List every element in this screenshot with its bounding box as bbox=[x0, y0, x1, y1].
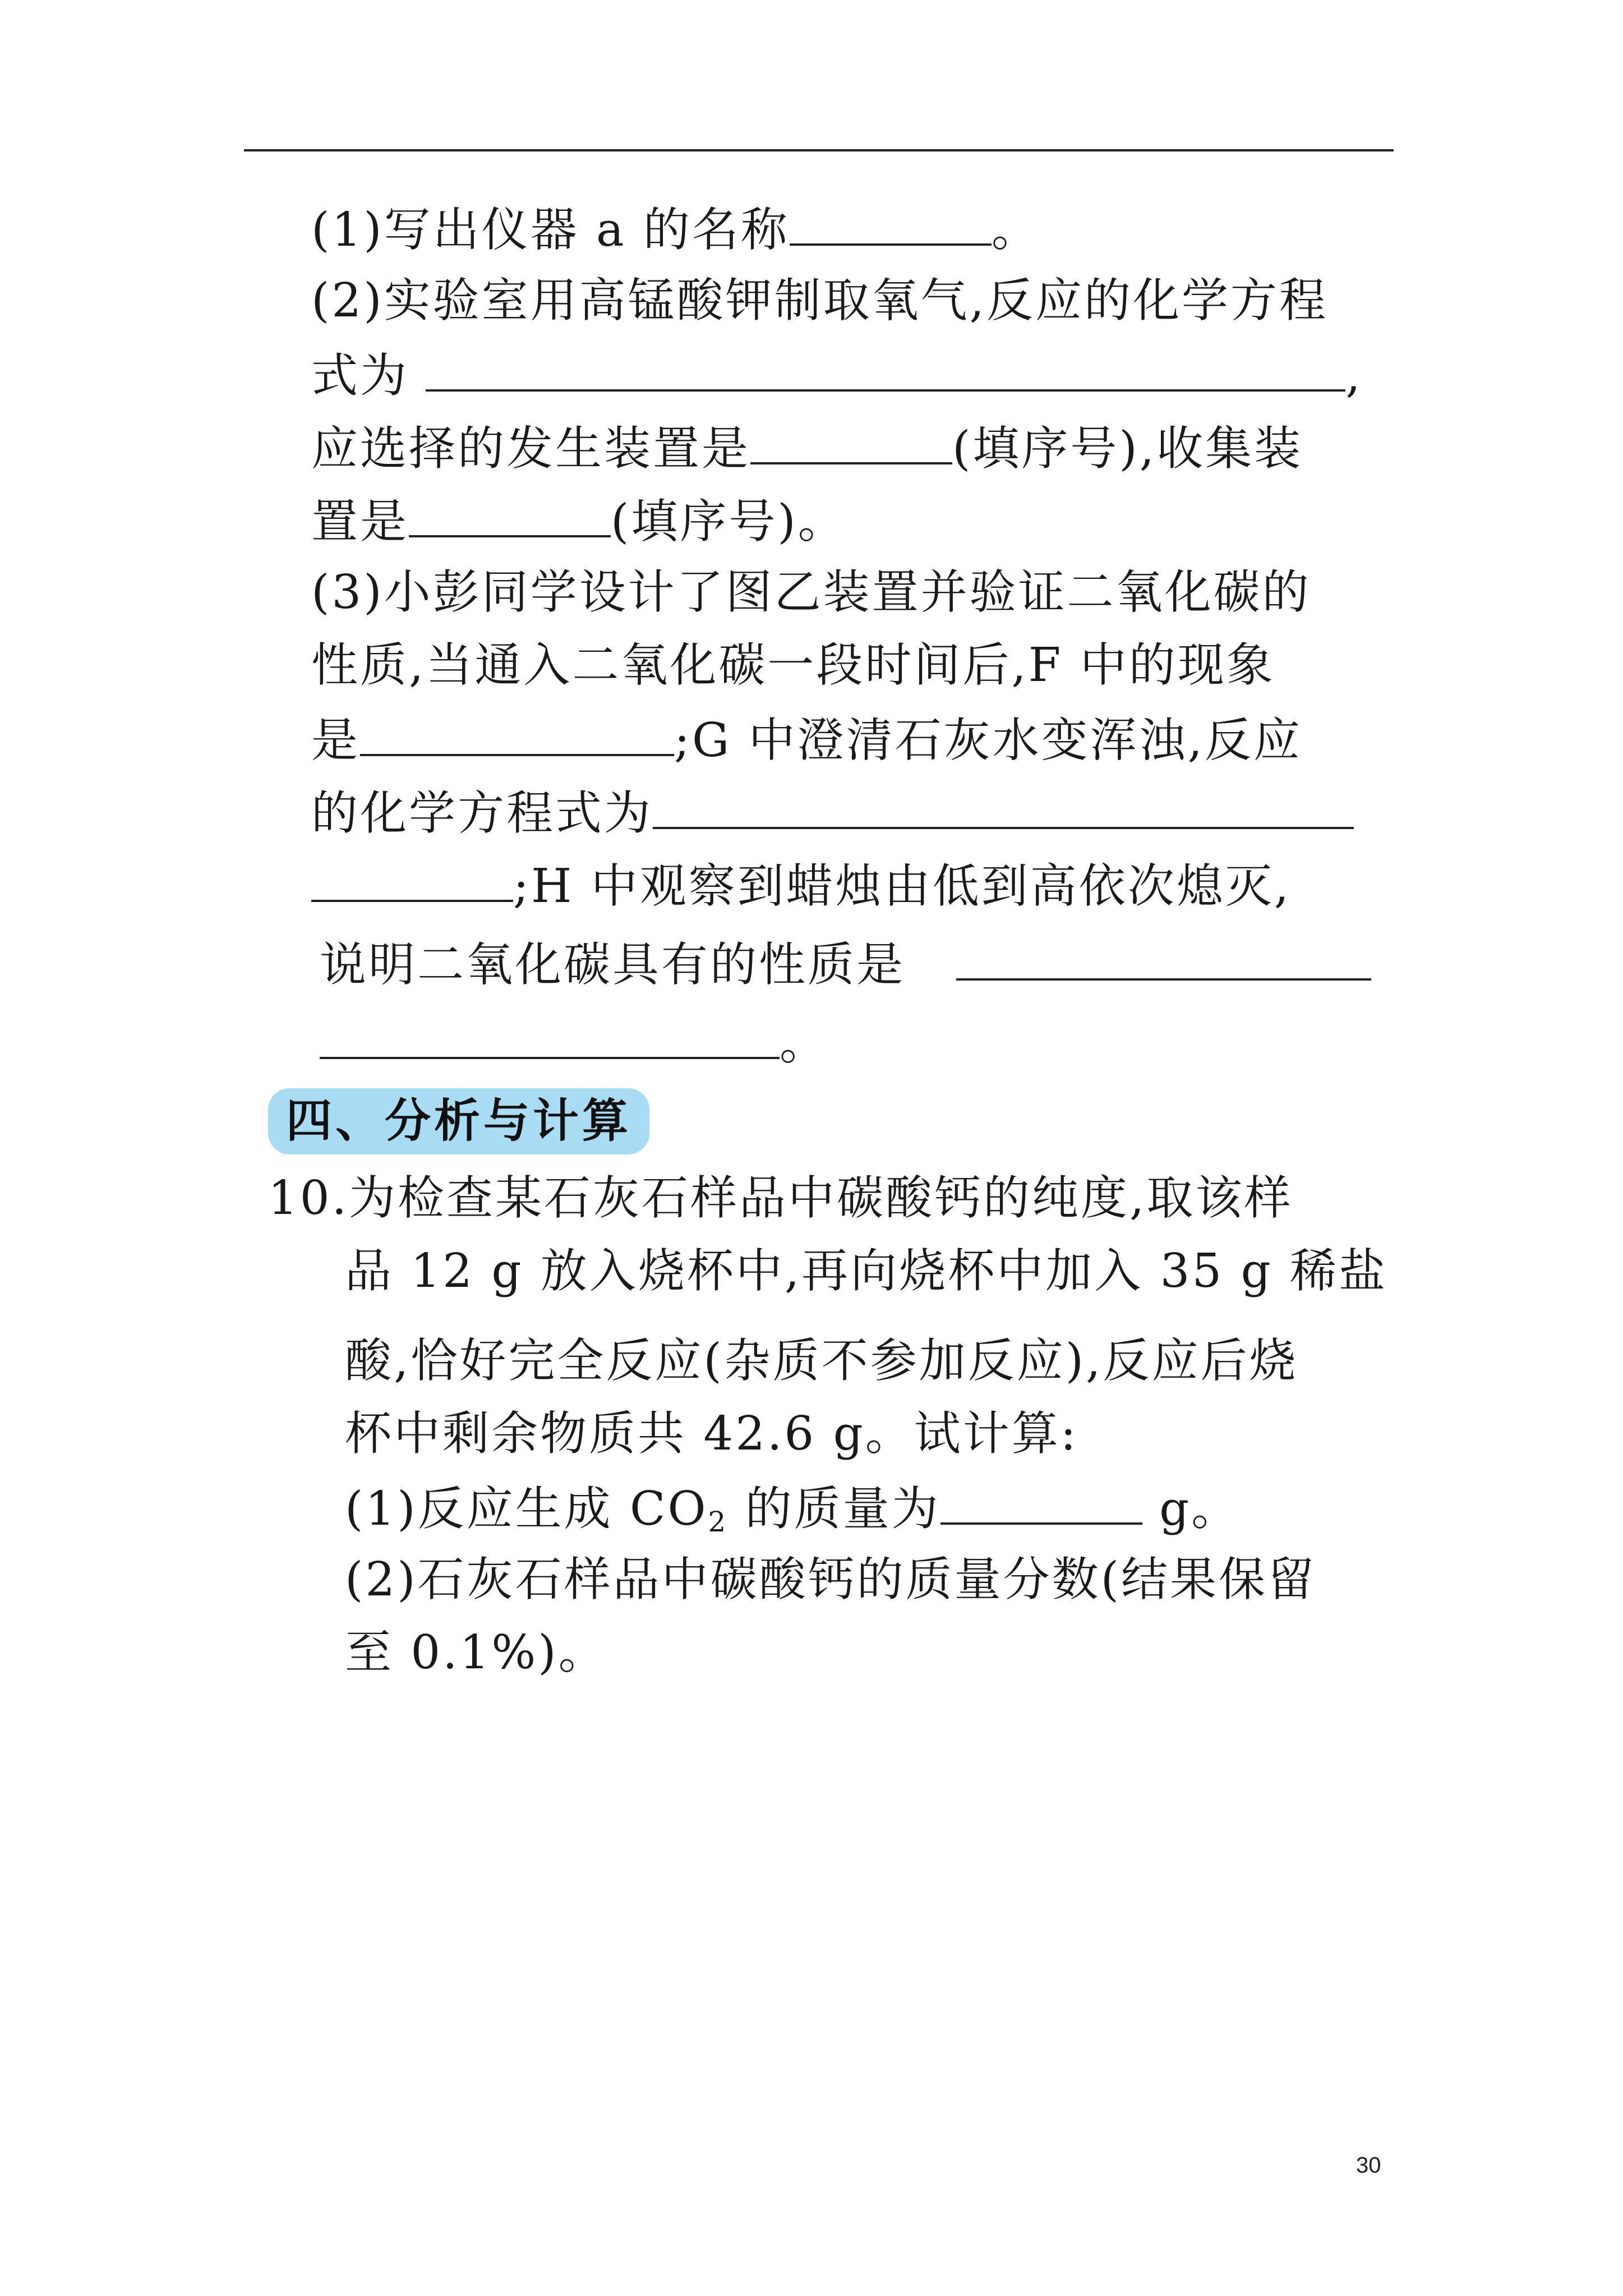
answer-blank-instrument-name[interactable] bbox=[790, 200, 992, 246]
q9-property-label: 说明二氧化碳具有的性质是 bbox=[320, 937, 905, 992]
q10-part2-line2 bbox=[345, 1625, 607, 1681]
q10-part2-line bbox=[345, 1552, 1316, 1608]
q9-equation-line bbox=[311, 346, 1363, 404]
q9-part1-end: 。 bbox=[991, 203, 1040, 257]
section-heading: 四、分析与计算 bbox=[268, 1088, 649, 1154]
q10-text3: 酸,恰好完全反应(杂质不参加反应),反应后烧 bbox=[345, 1333, 1298, 1388]
q9-h-line bbox=[311, 856, 1291, 914]
q9-f-phenomenon-line bbox=[311, 710, 1302, 769]
q9-property-end: 。 bbox=[780, 1016, 828, 1070]
q9-equation-end: , bbox=[1345, 348, 1363, 403]
q9-part2-line bbox=[311, 273, 1328, 329]
q10-text1: 10.为检查某石灰石样品中碳酸钙的纯度,取该样 bbox=[268, 1171, 1293, 1225]
answer-blank-co2-property-cont[interactable] bbox=[320, 1013, 780, 1059]
answer-blank-generator-device[interactable] bbox=[750, 418, 952, 464]
q9-part1-line bbox=[311, 200, 1040, 258]
q9-collector-line bbox=[311, 491, 847, 550]
q9-part3-text2: 性质,当通入二氧化碳一段时间后,F 中的现象 bbox=[311, 638, 1275, 692]
q9-collector-label: 置是 bbox=[311, 494, 409, 549]
q9-generator-hint: (填序号),收集装 bbox=[952, 421, 1303, 476]
q9-h-text: ;H 中观察到蜡烛由低到高依次熄灭, bbox=[513, 859, 1292, 913]
q9-part3-line bbox=[311, 564, 1311, 620]
q9-f-label: 是 bbox=[311, 713, 360, 767]
page-number: 30 bbox=[1356, 2153, 1381, 2178]
q9-part3-line2 bbox=[311, 637, 1275, 693]
answer-blank-kmno4-equation[interactable] bbox=[426, 346, 1345, 392]
answer-blank-f-phenomenon[interactable] bbox=[360, 710, 674, 756]
q9-g-equation-line bbox=[311, 783, 1354, 841]
q10-part2-text2: 至 0.1%)。 bbox=[345, 1625, 607, 1680]
q9-part3-text: (3)小彭同学设计了图乙装置并验证二氧化碳的 bbox=[311, 565, 1311, 619]
answer-blank-g-equation[interactable] bbox=[653, 783, 1354, 829]
q10-line1 bbox=[268, 1170, 1293, 1226]
q10-part1-unit: g。 bbox=[1142, 1481, 1241, 1536]
q9-part2-text: (2)实验室用高锰酸钾制取氧气,反应的化学方程 bbox=[311, 273, 1328, 328]
q9-property-line bbox=[320, 935, 1371, 993]
q10-part1-text: (1)反应生成 CO bbox=[345, 1481, 708, 1536]
q10-part2-text: (2)石灰石样品中碳酸钙的质量分数(结果保留 bbox=[345, 1552, 1316, 1607]
q10-line4 bbox=[345, 1406, 1078, 1462]
co2-subscript: 2 bbox=[708, 1506, 728, 1538]
answer-blank-co2-property[interactable] bbox=[956, 935, 1371, 981]
q9-generator-label: 应选择的发生装置是 bbox=[311, 421, 750, 476]
q9-equation-label: 式为 bbox=[311, 348, 409, 403]
q10-line2 bbox=[345, 1243, 1387, 1299]
answer-blank-collector-device[interactable] bbox=[409, 491, 611, 537]
q9-g-text: ;G 中澄清石灰水变浑浊,反应 bbox=[674, 713, 1303, 767]
q10-text4: 杯中剩余物质共 42.6 g。试计算: bbox=[345, 1406, 1078, 1461]
q9-generator-line bbox=[311, 418, 1303, 477]
q10-part1-line bbox=[345, 1479, 1240, 1550]
q9-g-equation-label: 的化学方程式为 bbox=[311, 786, 653, 840]
q10-text2: 品 12 g 放入烧杯中,再向烧杯中加入 35 g 稀盐 bbox=[345, 1244, 1388, 1298]
q9-property-line2 bbox=[320, 1013, 828, 1071]
q9-part1-text: (1)写出仪器 a 的名称 bbox=[311, 203, 790, 257]
answer-blank-co2-mass[interactable] bbox=[940, 1479, 1142, 1525]
q10-line3 bbox=[345, 1333, 1298, 1389]
header-rule bbox=[244, 149, 1394, 151]
q10-part1-text2: 的质量为 bbox=[728, 1481, 940, 1536]
q9-collector-hint: (填序号)。 bbox=[611, 494, 847, 549]
answer-blank-g-equation-cont[interactable] bbox=[311, 856, 513, 902]
